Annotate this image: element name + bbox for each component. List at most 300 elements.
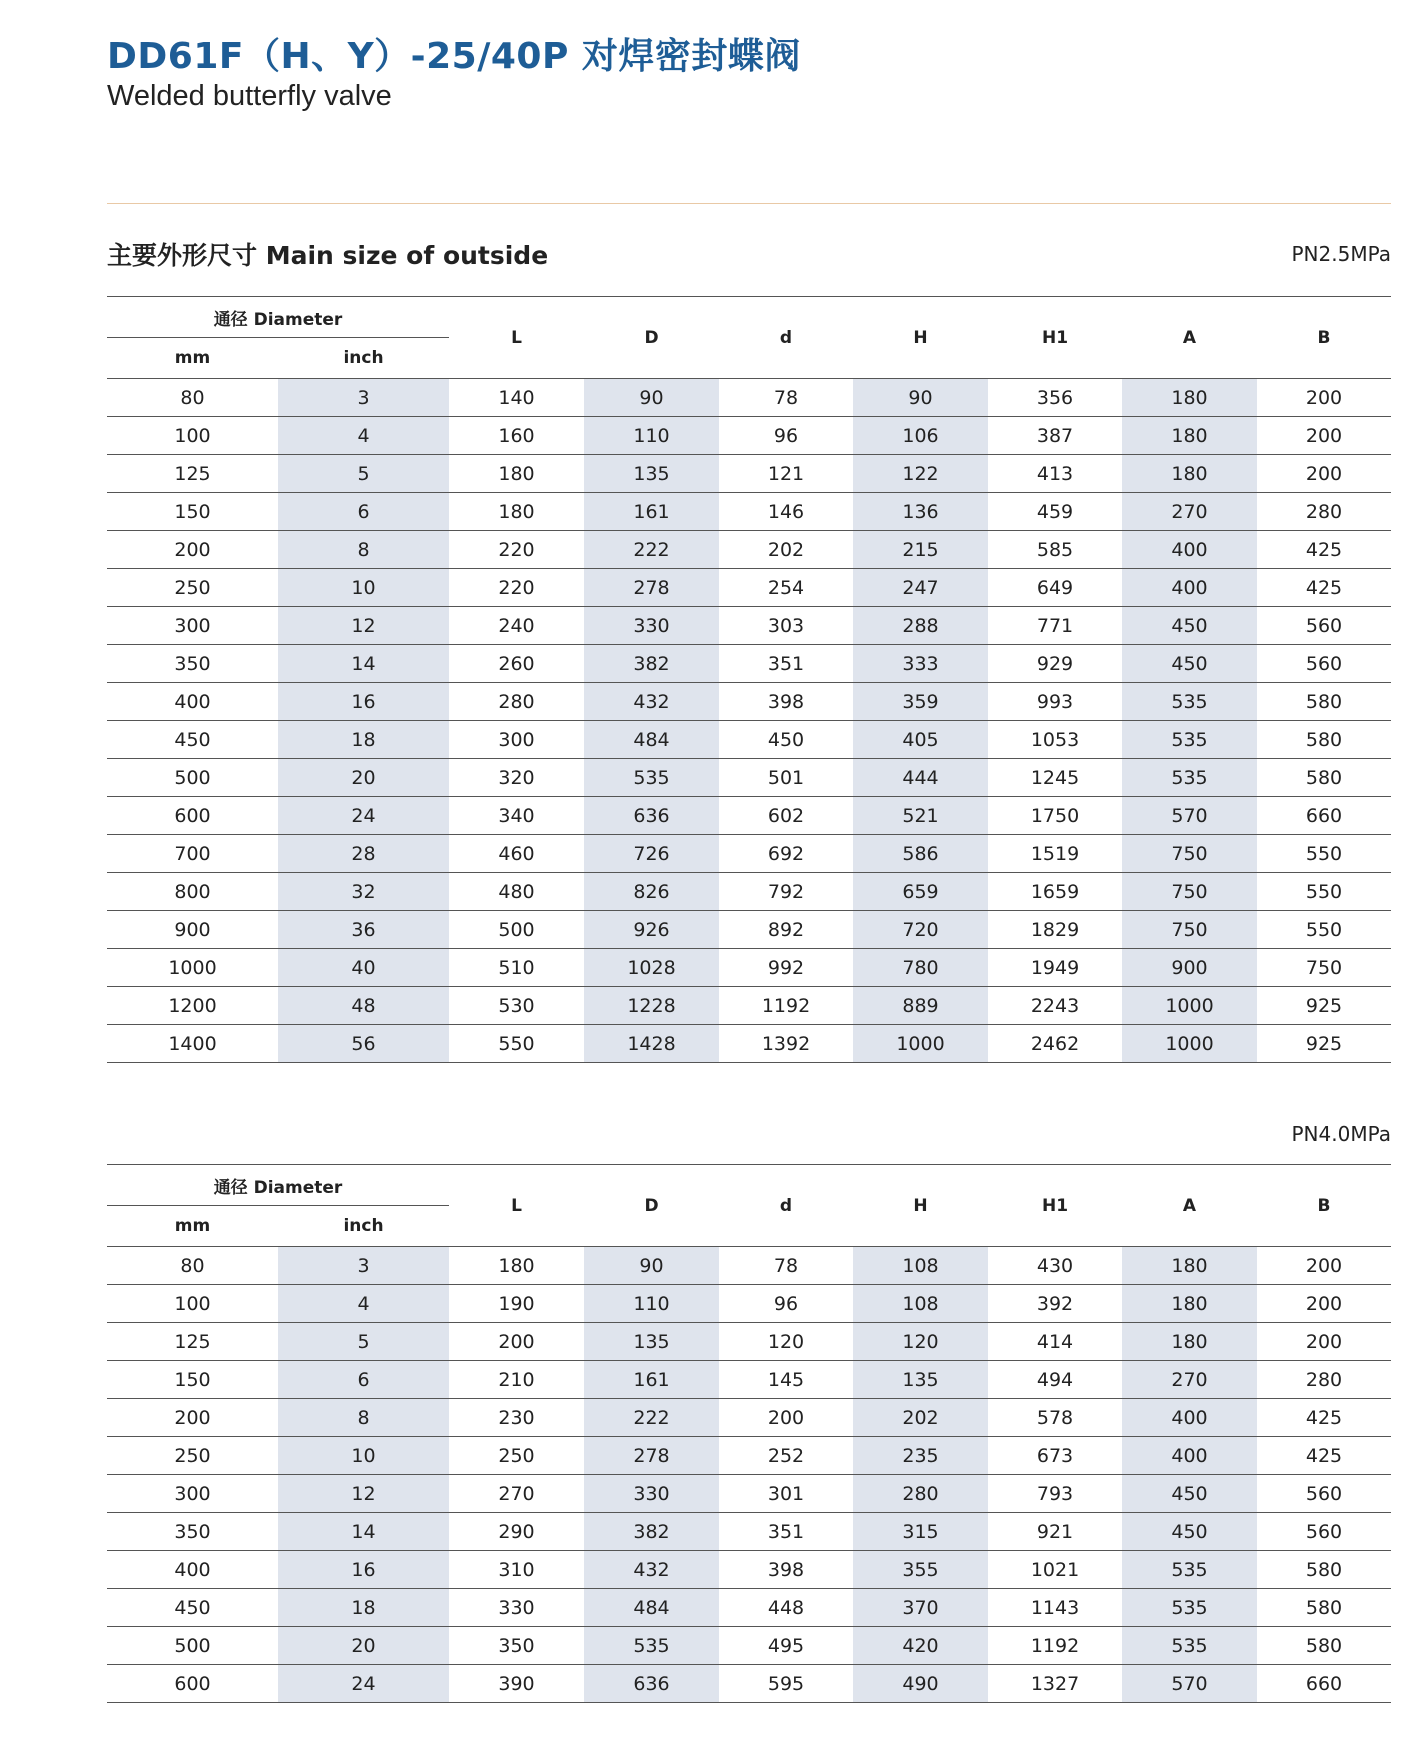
- cell-H: 420: [853, 1627, 988, 1665]
- cell-inch: 28: [278, 835, 449, 873]
- cell-mm: 400: [107, 683, 278, 721]
- col-header-inch: inch: [278, 1206, 449, 1247]
- page-subtitle: Welded butterfly valve: [107, 80, 392, 112]
- cell-L: 140: [449, 379, 584, 417]
- col-header-inch: inch: [278, 338, 449, 379]
- cell-D: 330: [584, 1475, 719, 1513]
- cell-H: 1000: [853, 1025, 988, 1063]
- table-row: [107, 417, 1391, 455]
- cell-mm: 100: [107, 1285, 278, 1323]
- cell-mm: 100: [107, 417, 278, 455]
- cell-inch: 5: [278, 1323, 449, 1361]
- table-row: [107, 797, 1391, 835]
- cell-A: 400: [1122, 1437, 1257, 1475]
- cell-B: 660: [1257, 1665, 1391, 1703]
- cell-inch: 12: [278, 1475, 449, 1513]
- cell-mm: 1400: [107, 1025, 278, 1063]
- cell-H: 333: [853, 645, 988, 683]
- cell-mm: 250: [107, 1437, 278, 1475]
- cell-A: 535: [1122, 1627, 1257, 1665]
- cell-D: 382: [584, 645, 719, 683]
- cell-mm: 500: [107, 1627, 278, 1665]
- cell-B: 580: [1257, 1551, 1391, 1589]
- cell-inch: 18: [278, 1589, 449, 1627]
- cell-D: 535: [584, 759, 719, 797]
- cell-A: 570: [1122, 797, 1257, 835]
- cell-H1: 1143: [988, 1589, 1122, 1627]
- cell-d: 501: [719, 759, 853, 797]
- cell-B: 425: [1257, 1437, 1391, 1475]
- cell-mm: 1200: [107, 987, 278, 1025]
- cell-mm: 350: [107, 1513, 278, 1551]
- cell-H1: 771: [988, 607, 1122, 645]
- cell-L: 240: [449, 607, 584, 645]
- cell-A: 450: [1122, 607, 1257, 645]
- cell-inch: 20: [278, 1627, 449, 1665]
- cell-d: 495: [719, 1627, 853, 1665]
- cell-H: 780: [853, 949, 988, 987]
- col-header-L: L: [449, 1165, 584, 1247]
- cell-H: 359: [853, 683, 988, 721]
- cell-inch: 6: [278, 1361, 449, 1399]
- cell-A: 450: [1122, 1475, 1257, 1513]
- cell-d: 146: [719, 493, 853, 531]
- cell-inch: 32: [278, 873, 449, 911]
- cell-B: 560: [1257, 645, 1391, 683]
- cell-inch: 18: [278, 721, 449, 759]
- cell-A: 750: [1122, 911, 1257, 949]
- cell-inch: 5: [278, 455, 449, 493]
- cell-H: 405: [853, 721, 988, 759]
- cell-L: 160: [449, 417, 584, 455]
- cell-L: 180: [449, 455, 584, 493]
- header-divider: [107, 203, 1391, 204]
- col-header-D: D: [584, 297, 719, 379]
- cell-A: 750: [1122, 873, 1257, 911]
- cell-H: 889: [853, 987, 988, 1025]
- cell-H: 215: [853, 531, 988, 569]
- cell-A: 180: [1122, 1247, 1257, 1285]
- table-row: [107, 835, 1391, 873]
- cell-B: 425: [1257, 531, 1391, 569]
- cell-d: 78: [719, 379, 853, 417]
- cell-D: 90: [584, 379, 719, 417]
- table-row: [107, 949, 1391, 987]
- cell-H1: 494: [988, 1361, 1122, 1399]
- cell-H1: 392: [988, 1285, 1122, 1323]
- cell-L: 460: [449, 835, 584, 873]
- cell-A: 400: [1122, 569, 1257, 607]
- cell-A: 450: [1122, 645, 1257, 683]
- cell-H: 586: [853, 835, 988, 873]
- cell-H1: 673: [988, 1437, 1122, 1475]
- cell-B: 200: [1257, 1323, 1391, 1361]
- cell-d: 96: [719, 1285, 853, 1323]
- cell-D: 636: [584, 1665, 719, 1703]
- cell-H1: 459: [988, 493, 1122, 531]
- cell-D: 135: [584, 1323, 719, 1361]
- cell-inch: 6: [278, 493, 449, 531]
- cell-d: 448: [719, 1589, 853, 1627]
- cell-L: 220: [449, 531, 584, 569]
- cell-inch: 3: [278, 379, 449, 417]
- cell-L: 210: [449, 1361, 584, 1399]
- cell-L: 530: [449, 987, 584, 1025]
- cell-A: 535: [1122, 1551, 1257, 1589]
- diameter-group-header: 通径 Diameter: [107, 297, 449, 338]
- col-header-H: H: [853, 297, 988, 379]
- table-row: [107, 1285, 1391, 1323]
- cell-L: 230: [449, 1399, 584, 1437]
- col-header-A: A: [1122, 1165, 1257, 1247]
- section-heading: 主要外形尺寸 Main size of outside: [107, 241, 549, 270]
- cell-D: 330: [584, 607, 719, 645]
- cell-L: 500: [449, 911, 584, 949]
- cell-mm: 800: [107, 873, 278, 911]
- cell-D: 222: [584, 531, 719, 569]
- cell-A: 1000: [1122, 1025, 1257, 1063]
- cell-H1: 585: [988, 531, 1122, 569]
- cell-H: 136: [853, 493, 988, 531]
- cell-d: 202: [719, 531, 853, 569]
- cell-H1: 1327: [988, 1665, 1122, 1703]
- cell-inch: 10: [278, 1437, 449, 1475]
- cell-H1: 2243: [988, 987, 1122, 1025]
- cell-d: 792: [719, 873, 853, 911]
- cell-L: 200: [449, 1323, 584, 1361]
- cell-B: 200: [1257, 1247, 1391, 1285]
- cell-A: 750: [1122, 835, 1257, 873]
- cell-d: 1392: [719, 1025, 853, 1063]
- table-row: [107, 1475, 1391, 1513]
- cell-D: 161: [584, 493, 719, 531]
- cell-A: 180: [1122, 379, 1257, 417]
- cell-H: 490: [853, 1665, 988, 1703]
- cell-D: 484: [584, 1589, 719, 1627]
- cell-A: 180: [1122, 417, 1257, 455]
- cell-inch: 40: [278, 949, 449, 987]
- cell-B: 580: [1257, 721, 1391, 759]
- cell-d: 450: [719, 721, 853, 759]
- cell-A: 180: [1122, 1323, 1257, 1361]
- size-table-pn40: [107, 1164, 1391, 1703]
- cell-H: 280: [853, 1475, 988, 1513]
- cell-H1: 993: [988, 683, 1122, 721]
- cell-inch: 3: [278, 1247, 449, 1285]
- cell-mm: 125: [107, 455, 278, 493]
- cell-mm: 150: [107, 493, 278, 531]
- cell-A: 270: [1122, 493, 1257, 531]
- table-row: [107, 1665, 1391, 1703]
- col-header-B: B: [1257, 297, 1391, 379]
- cell-B: 560: [1257, 607, 1391, 645]
- cell-L: 320: [449, 759, 584, 797]
- cell-H1: 1949: [988, 949, 1122, 987]
- cell-A: 535: [1122, 683, 1257, 721]
- cell-D: 484: [584, 721, 719, 759]
- cell-L: 350: [449, 1627, 584, 1665]
- cell-d: 398: [719, 683, 853, 721]
- cell-mm: 80: [107, 1247, 278, 1285]
- cell-B: 580: [1257, 1589, 1391, 1627]
- cell-inch: 8: [278, 1399, 449, 1437]
- cell-H: 202: [853, 1399, 988, 1437]
- cell-H1: 1245: [988, 759, 1122, 797]
- cell-B: 200: [1257, 379, 1391, 417]
- cell-A: 535: [1122, 759, 1257, 797]
- cell-mm: 350: [107, 645, 278, 683]
- table-row: [107, 683, 1391, 721]
- cell-L: 260: [449, 645, 584, 683]
- cell-inch: 12: [278, 607, 449, 645]
- cell-inch: 16: [278, 1551, 449, 1589]
- table-row: [107, 1399, 1391, 1437]
- cell-mm: 600: [107, 797, 278, 835]
- cell-A: 450: [1122, 1513, 1257, 1551]
- col-header-mm: mm: [107, 338, 278, 379]
- cell-A: 570: [1122, 1665, 1257, 1703]
- table-row: [107, 1323, 1391, 1361]
- cell-D: 161: [584, 1361, 719, 1399]
- cell-inch: 56: [278, 1025, 449, 1063]
- table-row: [107, 379, 1391, 417]
- table-row: [107, 607, 1391, 645]
- cell-B: 280: [1257, 493, 1391, 531]
- cell-H1: 356: [988, 379, 1122, 417]
- cell-inch: 36: [278, 911, 449, 949]
- cell-H1: 921: [988, 1513, 1122, 1551]
- cell-H1: 1829: [988, 911, 1122, 949]
- cell-H: 108: [853, 1247, 988, 1285]
- cell-d: 301: [719, 1475, 853, 1513]
- cell-inch: 16: [278, 683, 449, 721]
- cell-mm: 150: [107, 1361, 278, 1399]
- cell-d: 254: [719, 569, 853, 607]
- cell-H: 444: [853, 759, 988, 797]
- pressure-rating-label: PN2.5MPa: [1291, 242, 1391, 266]
- cell-D: 222: [584, 1399, 719, 1437]
- cell-H1: 413: [988, 455, 1122, 493]
- cell-A: 270: [1122, 1361, 1257, 1399]
- cell-B: 580: [1257, 759, 1391, 797]
- col-header-B: B: [1257, 1165, 1391, 1247]
- cell-B: 200: [1257, 417, 1391, 455]
- cell-H: 106: [853, 417, 988, 455]
- cell-mm: 300: [107, 1475, 278, 1513]
- cell-H1: 1053: [988, 721, 1122, 759]
- cell-H1: 578: [988, 1399, 1122, 1437]
- cell-H: 135: [853, 1361, 988, 1399]
- cell-D: 110: [584, 417, 719, 455]
- cell-A: 1000: [1122, 987, 1257, 1025]
- table-row: [107, 1025, 1391, 1063]
- cell-D: 1028: [584, 949, 719, 987]
- cell-inch: 4: [278, 1285, 449, 1323]
- cell-inch: 10: [278, 569, 449, 607]
- cell-H1: 1519: [988, 835, 1122, 873]
- cell-H: 521: [853, 797, 988, 835]
- cell-L: 180: [449, 493, 584, 531]
- cell-d: 595: [719, 1665, 853, 1703]
- cell-A: 400: [1122, 531, 1257, 569]
- cell-B: 425: [1257, 569, 1391, 607]
- cell-B: 660: [1257, 797, 1391, 835]
- cell-H1: 793: [988, 1475, 1122, 1513]
- cell-H: 659: [853, 873, 988, 911]
- cell-L: 340: [449, 797, 584, 835]
- cell-B: 550: [1257, 911, 1391, 949]
- cell-B: 280: [1257, 1361, 1391, 1399]
- cell-inch: 8: [278, 531, 449, 569]
- cell-d: 303: [719, 607, 853, 645]
- cell-L: 190: [449, 1285, 584, 1323]
- cell-D: 382: [584, 1513, 719, 1551]
- cell-mm: 200: [107, 1399, 278, 1437]
- cell-mm: 400: [107, 1551, 278, 1589]
- page-title: DD61F（H、Y）-25/40P 对焊密封蝶阀: [107, 36, 801, 77]
- cell-mm: 200: [107, 531, 278, 569]
- cell-H: 247: [853, 569, 988, 607]
- col-header-H1: H1: [988, 297, 1122, 379]
- cell-d: 200: [719, 1399, 853, 1437]
- col-header-d: d: [719, 1165, 853, 1247]
- cell-H: 90: [853, 379, 988, 417]
- cell-d: 145: [719, 1361, 853, 1399]
- cell-L: 480: [449, 873, 584, 911]
- table-row: [107, 1627, 1391, 1665]
- cell-L: 390: [449, 1665, 584, 1703]
- cell-mm: 450: [107, 1589, 278, 1627]
- cell-inch: 24: [278, 1665, 449, 1703]
- cell-mm: 500: [107, 759, 278, 797]
- diameter-group-header: 通径 Diameter: [107, 1165, 449, 1206]
- cell-mm: 300: [107, 607, 278, 645]
- cell-H: 108: [853, 1285, 988, 1323]
- cell-H1: 1192: [988, 1627, 1122, 1665]
- col-header-A: A: [1122, 297, 1257, 379]
- cell-B: 560: [1257, 1475, 1391, 1513]
- cell-H: 720: [853, 911, 988, 949]
- cell-A: 900: [1122, 949, 1257, 987]
- cell-H1: 2462: [988, 1025, 1122, 1063]
- cell-L: 290: [449, 1513, 584, 1551]
- cell-H1: 929: [988, 645, 1122, 683]
- table-row: [107, 873, 1391, 911]
- size-table-pn25: [107, 296, 1391, 1063]
- col-header-L: L: [449, 297, 584, 379]
- cell-H: 355: [853, 1551, 988, 1589]
- cell-mm: 125: [107, 1323, 278, 1361]
- cell-L: 310: [449, 1551, 584, 1589]
- cell-d: 398: [719, 1551, 853, 1589]
- table-row: [107, 759, 1391, 797]
- table-row: [107, 1361, 1391, 1399]
- cell-d: 120: [719, 1323, 853, 1361]
- cell-A: 180: [1122, 455, 1257, 493]
- cell-mm: 700: [107, 835, 278, 873]
- cell-D: 432: [584, 1551, 719, 1589]
- table-row: [107, 911, 1391, 949]
- cell-L: 280: [449, 683, 584, 721]
- table-row: [107, 645, 1391, 683]
- cell-d: 602: [719, 797, 853, 835]
- cell-D: 110: [584, 1285, 719, 1323]
- cell-D: 278: [584, 1437, 719, 1475]
- col-header-H1: H1: [988, 1165, 1122, 1247]
- cell-D: 926: [584, 911, 719, 949]
- col-header-H: H: [853, 1165, 988, 1247]
- cell-D: 826: [584, 873, 719, 911]
- cell-H: 120: [853, 1323, 988, 1361]
- cell-d: 992: [719, 949, 853, 987]
- cell-mm: 80: [107, 379, 278, 417]
- cell-H1: 414: [988, 1323, 1122, 1361]
- cell-H1: 649: [988, 569, 1122, 607]
- cell-B: 200: [1257, 455, 1391, 493]
- cell-L: 220: [449, 569, 584, 607]
- cell-B: 425: [1257, 1399, 1391, 1437]
- cell-L: 250: [449, 1437, 584, 1475]
- cell-L: 300: [449, 721, 584, 759]
- cell-inch: 4: [278, 417, 449, 455]
- cell-H1: 387: [988, 417, 1122, 455]
- cell-inch: 20: [278, 759, 449, 797]
- table-row: [107, 493, 1391, 531]
- col-header-D: D: [584, 1165, 719, 1247]
- cell-B: 580: [1257, 683, 1391, 721]
- cell-D: 432: [584, 683, 719, 721]
- cell-H1: 430: [988, 1247, 1122, 1285]
- cell-d: 692: [719, 835, 853, 873]
- cell-inch: 14: [278, 645, 449, 683]
- cell-D: 278: [584, 569, 719, 607]
- col-header-mm: mm: [107, 1206, 278, 1247]
- cell-inch: 14: [278, 1513, 449, 1551]
- cell-d: 351: [719, 1513, 853, 1551]
- cell-H1: 1659: [988, 873, 1122, 911]
- cell-mm: 1000: [107, 949, 278, 987]
- cell-H: 235: [853, 1437, 988, 1475]
- cell-mm: 250: [107, 569, 278, 607]
- cell-A: 535: [1122, 1589, 1257, 1627]
- cell-L: 330: [449, 1589, 584, 1627]
- cell-D: 636: [584, 797, 719, 835]
- cell-d: 1192: [719, 987, 853, 1025]
- table-row: [107, 1589, 1391, 1627]
- cell-H: 288: [853, 607, 988, 645]
- cell-d: 892: [719, 911, 853, 949]
- cell-H: 122: [853, 455, 988, 493]
- cell-B: 550: [1257, 835, 1391, 873]
- cell-mm: 450: [107, 721, 278, 759]
- cell-B: 580: [1257, 1627, 1391, 1665]
- table-row: [107, 1551, 1391, 1589]
- cell-inch: 48: [278, 987, 449, 1025]
- table-row: [107, 1247, 1391, 1285]
- cell-B: 550: [1257, 873, 1391, 911]
- cell-A: 180: [1122, 1285, 1257, 1323]
- cell-mm: 600: [107, 1665, 278, 1703]
- cell-D: 1228: [584, 987, 719, 1025]
- cell-mm: 900: [107, 911, 278, 949]
- cell-D: 90: [584, 1247, 719, 1285]
- cell-L: 180: [449, 1247, 584, 1285]
- cell-H: 315: [853, 1513, 988, 1551]
- cell-B: 560: [1257, 1513, 1391, 1551]
- cell-B: 925: [1257, 987, 1391, 1025]
- cell-d: 351: [719, 645, 853, 683]
- cell-A: 535: [1122, 721, 1257, 759]
